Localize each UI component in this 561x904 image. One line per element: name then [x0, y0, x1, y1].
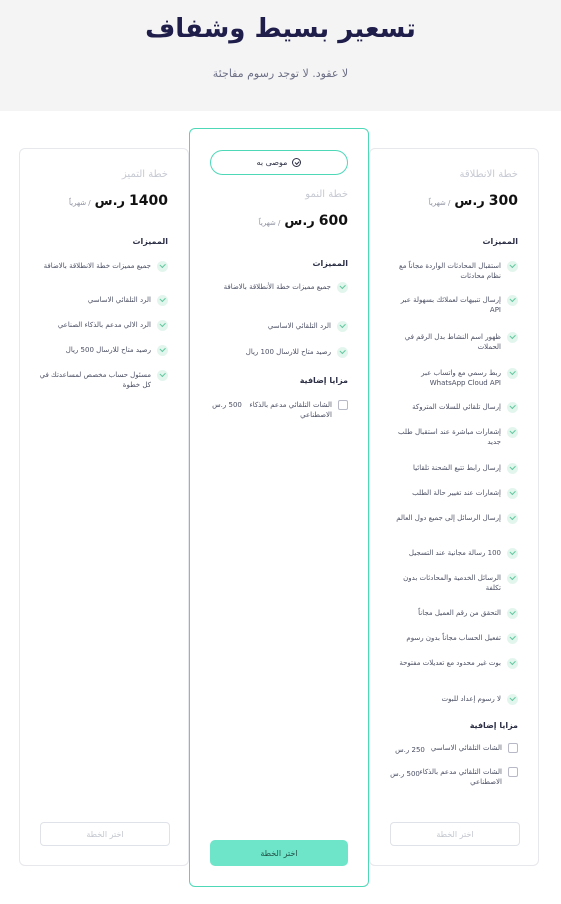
features-heading: المميزات [312, 259, 348, 268]
check-circle-icon [507, 633, 518, 644]
feature-item: الرسائل الخدمية والمحادثات بدون تكلفة [388, 573, 518, 593]
plan-price [69, 193, 168, 209]
addon-price: 250 ر.س [395, 746, 425, 754]
plan-name: خطة النمو [305, 189, 348, 200]
price-currency: ر.س [454, 194, 485, 209]
price-currency: ر.س [284, 214, 315, 229]
addon-option[interactable]: الشات التلقائي الاساسي [418, 743, 518, 753]
feature-item: رصيد متاح للارسال 500 ريال [38, 345, 168, 356]
price-period: / شهرياً [69, 199, 91, 207]
feature-item: إرسال رابط تتبع الشحنة تلقائيا [388, 463, 518, 474]
check-circle-icon [507, 368, 518, 379]
choose-plan-button[interactable]: اختر الخطة [40, 822, 170, 846]
choose-plan-button[interactable]: اختر الخطة [210, 840, 348, 866]
check-circle-icon [157, 261, 168, 272]
checkbox-icon[interactable] [508, 767, 518, 777]
check-circle-icon [507, 658, 518, 669]
feature-item: إرسال تلقائي للسلات المتروكة [388, 402, 518, 413]
feature-item: إشعارات عند تغيير حالة الطلب [388, 488, 518, 499]
check-circle-icon [507, 427, 518, 438]
feature-item: إشعارات مباشرة عند استقبال طلب جديد [388, 427, 518, 447]
check-circle-icon [507, 402, 518, 413]
check-circle-icon [507, 694, 518, 705]
check-circle-icon [507, 548, 518, 559]
feature-item: التحقق من رقم العميل مجاناً [388, 608, 518, 619]
page-title: تسعير بسيط وشفاف [145, 14, 416, 44]
check-circle-icon [337, 347, 348, 358]
page-subtitle: لا عقود. لا توجد رسوم مفاجئة [212, 67, 349, 80]
feature-item: ظهور اسم النشاط بدل الرقم في الحملات [388, 332, 518, 352]
feature-item: ربط رسمي مع واتساب عبر WhatsApp Cloud API [388, 368, 518, 388]
plan-name: خطة الانطلاقة [459, 169, 518, 180]
recommended-badge: موصى به [210, 150, 348, 175]
feature-item: استقبال المحادثات الواردة مجاناً مع نظام محادثات [388, 261, 518, 281]
price-period: / شهرياً [258, 219, 281, 227]
feature-item: الرد التلقائي الاساسي [218, 321, 348, 332]
feature-item: 100 رسالة مجانية عند التسجيل [388, 548, 518, 559]
check-circle-icon [507, 463, 518, 474]
check-circle-icon [157, 295, 168, 306]
price-currency: ر.س [94, 194, 126, 209]
feature-item: لا رسوم إعداد للبوت [388, 694, 518, 705]
plan-card-excellence [19, 148, 189, 866]
feature-item: تفعيل الحساب مجاناً بدون رسوم [388, 633, 518, 644]
plan-name: خطة التميز [121, 169, 168, 180]
checkbox-icon[interactable] [508, 743, 518, 753]
choose-plan-button[interactable]: اختر الخطة [390, 822, 520, 846]
features-heading: المميزات [482, 237, 518, 246]
feature-item: بوت غير محدود مع تعديلات مفتوحة [388, 658, 518, 669]
plan-card-starter [369, 148, 539, 866]
check-circle-icon [507, 261, 518, 272]
feature-item: إرسال الرسائل إلى جميع دول العالم [388, 513, 518, 524]
features-heading: المميزات [132, 237, 168, 246]
check-circle-icon [507, 513, 518, 524]
check-circle-icon [507, 332, 518, 343]
check-circle-icon [507, 488, 518, 499]
feature-item: الرد التلقائي الاساسي [38, 295, 168, 306]
check-circle-icon [507, 295, 518, 306]
check-circle-icon [157, 320, 168, 331]
checkbox-icon[interactable] [338, 400, 348, 410]
feature-item: إرسال تنبيهات لعملائك بسهولة عبر API [388, 295, 518, 315]
feature-item: الرد الالي مدعم بالذكاء الصناعي [38, 320, 168, 331]
plan-price [259, 213, 348, 229]
check-circle-icon [507, 573, 518, 584]
addon-option[interactable]: الشات التلقائي مدعم بالذكاء الاصطناعي [418, 767, 518, 787]
price-amount: 600 [318, 213, 348, 229]
feature-item: جميع مميزات خطة الانطلاقة بالاضافة [38, 261, 168, 272]
check-circle-icon [337, 321, 348, 332]
plan-price [429, 193, 518, 209]
addon-price: 500 ر.س [390, 770, 420, 778]
check-circle-icon [337, 282, 348, 293]
feature-item: رصيد متاح للارسال 100 ريال [218, 347, 348, 358]
price-amount: 300 [488, 193, 518, 209]
feature-item: جميع مميزات خطة الأنطلاقة بالاضافة [218, 282, 348, 293]
check-circle-icon [507, 608, 518, 619]
price-amount: 1400 [129, 193, 168, 209]
plan-card-growth [189, 128, 369, 887]
addon-option[interactable]: الشات التلقائي مدعم بالذكاء الاصطناعي [228, 400, 348, 420]
feature-item: مسئول حساب مخصص لمساعدتك في كل خطوة [38, 370, 168, 390]
check-circle-icon [157, 345, 168, 356]
check-circle-icon [157, 370, 168, 381]
check-circle-outline-icon [292, 158, 301, 167]
addons-heading: مزايا إضافية [469, 721, 518, 730]
pricing-hero [0, 0, 561, 111]
addons-heading: مزايا إضافية [299, 376, 348, 385]
price-period: / شهرياً [428, 199, 451, 207]
addon-price: 500 ر.س [212, 401, 242, 409]
